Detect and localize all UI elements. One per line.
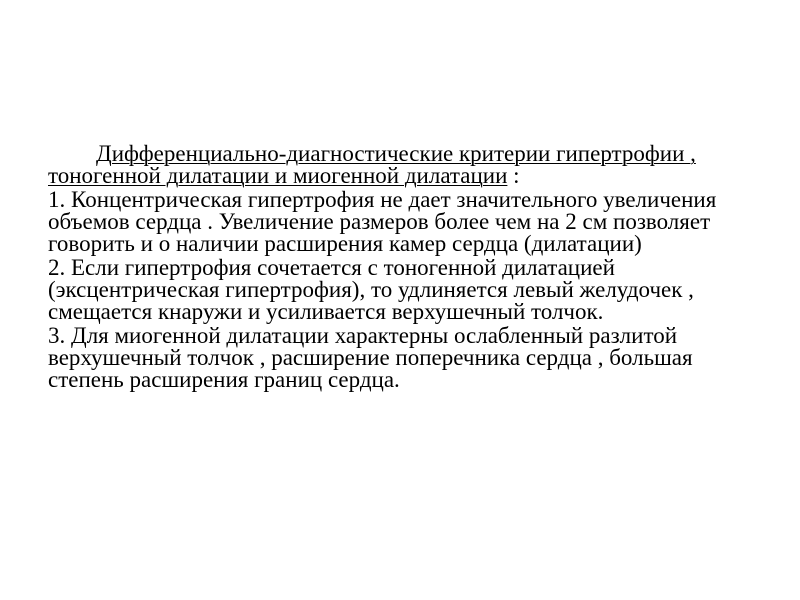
criteria-item-1: 1. Концентрическая гипертрофия не дает значительного увеличения объемов сердца . Увеличение размеров более чем на 2 см позволяет говорить и о наличии расширения камер сердца (дилатации) (48, 187, 717, 256)
criteria-heading (48, 143, 768, 187)
criteria-item-2: 2. Если гипертрофия сочетается с тоногенной дилатацией (эксцентрическая гипертрофия), то удлиняется левый желудочек , смещается кнаружи и усиливается верхушечный толчок. (48, 255, 694, 324)
criteria-heading-title: Дифференциально-диагностические критерии гипертрофии , тоногенной дилатации и миогенной дилатации (48, 141, 696, 188)
criteria-heading-colon: : (507, 163, 520, 188)
criteria-item-3: 3. Для миогенной дилатации характерны ослабленный разлитой верхушечный толчок , расширение поперечника сердца , большая степень расширения границ сердца. (48, 323, 693, 392)
slide-text-block (48, 143, 768, 393)
